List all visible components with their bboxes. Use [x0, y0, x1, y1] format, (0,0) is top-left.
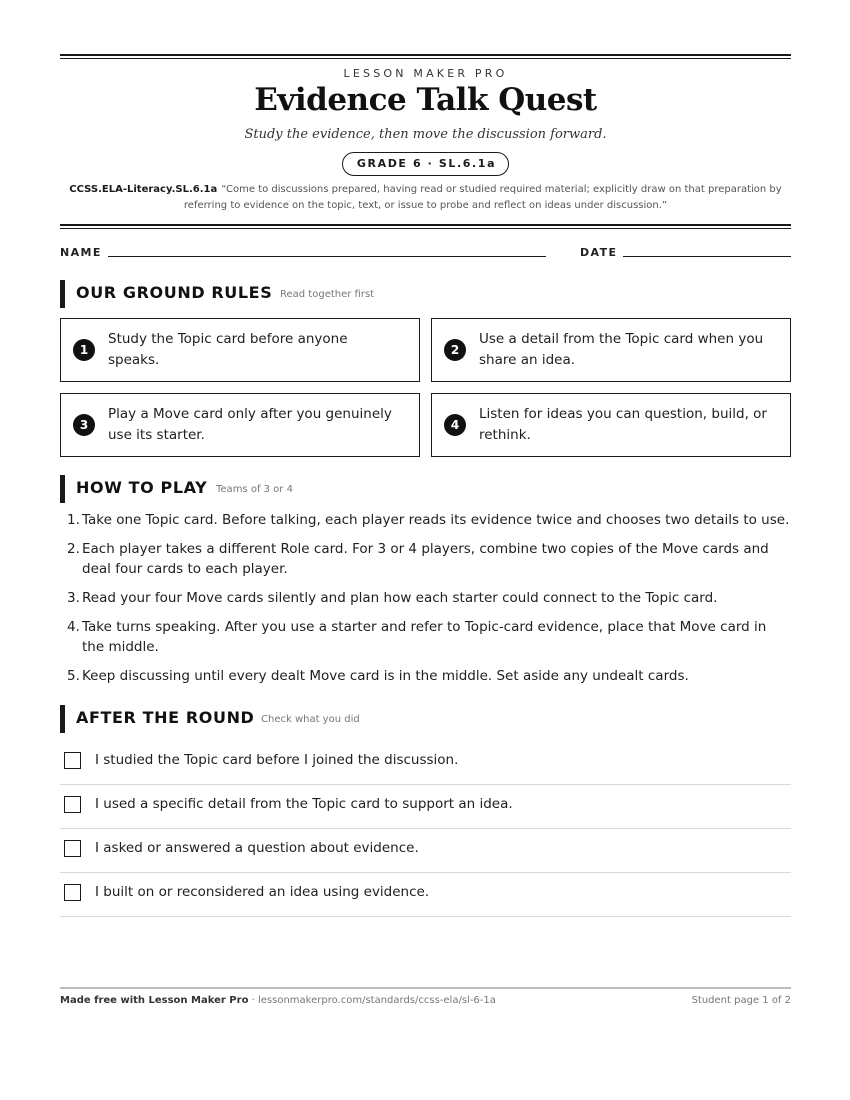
standard-description [60, 182, 791, 214]
rule-number-badge: 3 [73, 414, 95, 436]
rule-number-badge: 1 [73, 339, 95, 361]
checklist-text: I built on or reconsidered an idea using evidence. [95, 884, 430, 900]
section-hint: Check what you did [261, 714, 360, 725]
checkbox[interactable] [64, 752, 81, 769]
name-label: NAME [60, 246, 102, 259]
step-number: 2. [67, 541, 80, 557]
rule-text: Study the Topic card before anyone speaks. [108, 331, 348, 368]
page-title: Evidence Talk Quest [254, 82, 597, 118]
step-text: Take one Topic card. Before talking, each player reads its evidence twice and chooses two details to use. [82, 512, 790, 528]
checklist-item [60, 785, 791, 829]
rule-text: Play a Move card only after you genuinely use its starter. [108, 406, 392, 443]
list-item [60, 539, 791, 579]
step-number: 4. [67, 619, 80, 635]
list-item [60, 588, 791, 608]
brand-name: LESSON MAKER PRO [343, 67, 508, 80]
list-item [60, 617, 791, 657]
checklist-item [60, 829, 791, 873]
checklist-text: I studied the Topic card before I joined the discussion. [95, 752, 459, 768]
footer-url[interactable]: lessonmakerpro.com/standards/ccss-ela/sl-6-1a [257, 995, 496, 1006]
ground-rule-card [431, 393, 791, 457]
footer-made-with: Made free with Lesson Maker Pro [60, 995, 249, 1006]
step-number: 3. [67, 590, 80, 606]
step-text: Keep discussing until every dealt Move card is in the middle. Set aside any undealt cards. [82, 668, 689, 684]
rule-number-badge: 2 [444, 339, 466, 361]
checkbox[interactable] [64, 796, 81, 813]
rule-text: Listen for ideas you can question, build, or rethink. [479, 406, 767, 443]
footer-separator: · [248, 995, 258, 1006]
footer-page-number: Student page 1 of 2 [691, 995, 791, 1006]
footer-rule [60, 987, 791, 989]
worksheet-page [60, 0, 791, 1100]
section-bar [60, 280, 65, 308]
checklist-text: I asked or answered a question about evidence. [95, 840, 419, 856]
page-subtitle: Study the evidence, then move the discussion forward. [244, 127, 607, 142]
section-title: OUR GROUND RULES [76, 283, 273, 302]
step-text: Take turns speaking. After you use a starter and refer to Topic-card evidence, place that Move card in the middle. [82, 619, 767, 655]
list-item [60, 510, 791, 530]
grade-badge: GRADE 6 · SL.6.1a [342, 152, 509, 176]
ground-rule-card [431, 318, 791, 382]
checklist [60, 741, 791, 917]
step-number: 5. [67, 668, 80, 684]
date-label: DATE [580, 246, 618, 259]
standard-text: “Come to discussions prepared, having read or studied required material; explicitly draw on that preparation by referring to evidence on the topic, text, or issue to probe and reflect on ideas under discussion.” [183, 184, 782, 211]
step-text: Each player takes a different Role card. For 3 or 4 players, combine two copies of the Move cards and deal four cards to each player. [82, 541, 769, 577]
checklist-item [60, 741, 791, 785]
step-text: Read your four Move cards silently and plan how each starter could connect to the Topic card. [82, 590, 718, 606]
section-title: AFTER THE ROUND [76, 708, 255, 727]
checkbox[interactable] [64, 884, 81, 901]
checklist-text: I used a specific detail from the Topic card to support an idea. [95, 796, 513, 812]
ground-rule-card [60, 393, 420, 457]
checkbox[interactable] [64, 840, 81, 857]
section-hint: Teams of 3 or 4 [216, 484, 293, 495]
checklist-item [60, 873, 791, 917]
name-field[interactable] [108, 256, 546, 257]
section-bar [60, 705, 65, 733]
section-bar [60, 475, 65, 503]
grade-badge-wrap [60, 152, 791, 176]
rule-number-badge: 4 [444, 414, 466, 436]
footer-credit [60, 995, 496, 1006]
top-double-rule [60, 54, 791, 59]
date-field[interactable] [623, 256, 791, 257]
standard-code: CCSS.ELA-Literacy.SL.6.1a [69, 184, 218, 195]
list-item [60, 666, 791, 686]
ground-rule-card [60, 318, 420, 382]
header-bottom-rule [60, 224, 791, 229]
steps-list [60, 510, 791, 695]
section-hint: Read together first [280, 289, 375, 300]
section-title: HOW TO PLAY [76, 478, 208, 497]
step-number: 1. [67, 512, 80, 528]
rule-text: Use a detail from the Topic card when you share an idea. [479, 331, 764, 368]
